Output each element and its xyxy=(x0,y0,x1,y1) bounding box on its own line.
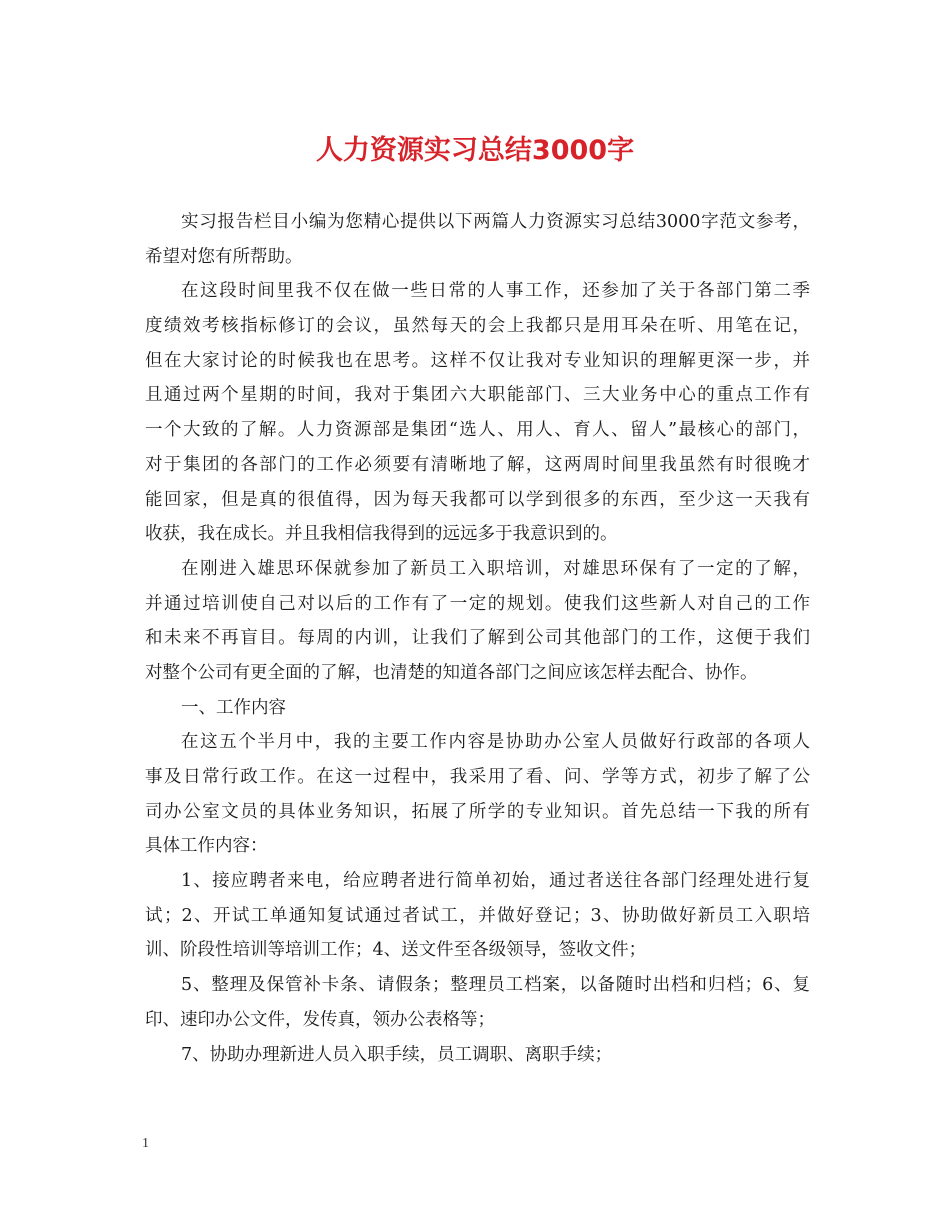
paragraph-line: 对整个公司有更全面的了解，也清楚的知道各部门之间应该怎样去配合、协作。 xyxy=(145,662,758,683)
paragraph-line: 司办公室文员的具体业务知识，拓展了所学的专业知识。首先总结一下我的所有 xyxy=(145,801,810,822)
document-body xyxy=(145,205,810,1072)
section-heading: 一、工作内容 xyxy=(181,697,286,718)
paragraph-line: 事及日常行政工作。在这一过程中，我采用了看、问、学等方式，初步了解了公 xyxy=(145,767,810,787)
page-number: 1 xyxy=(142,1136,149,1151)
paragraph-line: 并通过培训使自己对以后的工作有了一定的规划。使我们这些新人对自己的工作 xyxy=(145,593,810,614)
paragraph-line: 在这段时间里我不仅在做一些日常的人事工作，还参加了关于各部门第二季 xyxy=(181,281,810,302)
paragraph-line: 收获，我在成长。并且我相信我得到的远远多于我意识到的。 xyxy=(145,524,618,545)
paragraph-line: 7、协助办理新进人员入职手续，员工调职、离职手续； xyxy=(181,1044,613,1065)
paragraph-line: 5、整理及保管补卡条、请假条；整理员工档案，以备随时出档和归档；6、复 xyxy=(181,975,810,996)
document-title: 人力资源实习总结3000字 xyxy=(315,135,635,166)
paragraph-line: 对于集团的各部门的工作必须要有清晰地了解，这两周时间里我虽然有时很晚才 xyxy=(145,454,810,475)
paragraph-line: 希望对您有所帮助。 xyxy=(145,246,303,267)
paragraph-line: 和未来不再盲目。每周的内训，让我们了解到公司其他部门的工作，这便于我们 xyxy=(145,628,810,649)
paragraph-line: 印、速印办公文件，发传真，领办公表格等； xyxy=(145,1009,495,1030)
paragraph-line: 能回家，但是真的很值得，因为每天我都可以学到很多的东西，至少这一天我有 xyxy=(145,489,810,510)
paragraph-line: 但在大家讨论的时候我也在思考。这样不仅让我对专业知识的理解更深一步，并 xyxy=(145,350,810,371)
paragraph-line: 试；2、开试工单通知复试通过者试工，并做好登记；3、协助做好新员工入职培 xyxy=(145,905,810,926)
paragraph-line: 在刚进入雄思环保就参加了新员工入职培训，对雄思环保有了一定的了解， xyxy=(181,558,810,579)
paragraph-line: 1、接应聘者来电，给应聘者进行简单初始，通过者送往各部门经理处进行复 xyxy=(181,871,810,892)
paragraph-line: 度绩效考核指标修订的会议，虽然每天的会上我都只是用耳朵在听、用笔在记， xyxy=(145,316,810,337)
paragraph-line: 具体工作内容： xyxy=(145,836,268,857)
paragraph-line: 且通过两个星期的时间，我对于集团六大职能部门、三大业务中心的重点工作有 xyxy=(145,385,810,406)
paragraph-line: 一个大致的了解。人力资源部是集团“选人、用人、育人、留人”最核心的部门， xyxy=(145,420,810,441)
paragraph-line: 训、阶段性培训等培训工作；4、送文件至各级领导，签收文件； xyxy=(145,940,647,961)
paragraph-line: 实习报告栏目小编为您精心提供以下两篇人力资源实习总结3000字范文参考， xyxy=(181,212,810,232)
paragraph-line: 在这五个半月中，我的主要工作内容是协助办公室人员做好行政部的各项人 xyxy=(181,732,810,753)
